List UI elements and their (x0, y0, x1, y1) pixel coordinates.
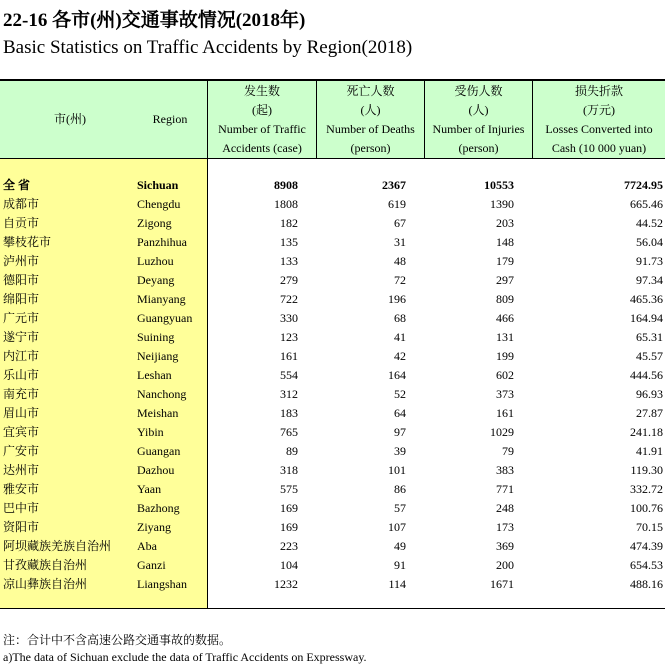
losses-value: 96.93 (636, 387, 663, 401)
deaths-value: 52 (394, 387, 406, 401)
region-name-en: Sichuan (137, 178, 179, 192)
region-name-cn: 德阳市 (3, 273, 40, 287)
injuries-value: 369 (496, 539, 514, 553)
injuries-value: 248 (496, 501, 514, 515)
injuries-value: 199 (496, 349, 514, 363)
losses-value: 488.16 (630, 577, 663, 591)
region-name-en: Yaan (137, 482, 162, 496)
injuries-value: 602 (496, 368, 514, 382)
accidents-value: 279 (280, 273, 298, 287)
accidents-value: 223 (280, 539, 298, 553)
injuries-value: 10553 (484, 178, 514, 192)
region-name-cn: 攀枝花市 (3, 235, 52, 249)
losses-value: 91.73 (636, 254, 663, 268)
region-name-cn: 泸州市 (3, 254, 40, 268)
header-losses: 损失折款 (万元) Losses Converted into Cash (10 000 yuan) (545, 84, 653, 155)
region-name-cn: 全 省 (3, 178, 31, 192)
deaths-value: 64 (394, 406, 406, 420)
table-row-total (0, 176, 665, 195)
losses-value: 45.57 (636, 349, 663, 363)
accidents-value: 123 (280, 330, 298, 344)
table-row (0, 309, 665, 328)
region-name-en: Meishan (137, 406, 179, 420)
table-row (0, 271, 665, 290)
losses-value: 241.18 (630, 425, 663, 439)
region-name-cn: 成都市 (3, 197, 40, 211)
losses-value: 65.31 (636, 330, 663, 344)
injuries-value: 1390 (490, 197, 514, 211)
region-name-en: Neijiang (137, 349, 179, 363)
region-name-en: Bazhong (137, 501, 180, 515)
header-injuries: 受伤人数 (人) Number of Injuries (person) (432, 84, 525, 155)
region-name-cn: 宜宾市 (3, 425, 40, 439)
injuries-value: 79 (502, 444, 514, 458)
region-name-cn: 达州市 (3, 463, 40, 477)
deaths-value: 196 (388, 292, 406, 306)
accidents-value: 554 (280, 368, 298, 382)
accidents-value: 765 (280, 425, 298, 439)
losses-value: 474.39 (630, 539, 663, 553)
region-name-cn: 眉山市 (3, 406, 40, 420)
losses-value: 465.36 (630, 292, 663, 306)
region-name-cn: 广元市 (3, 311, 40, 325)
table-row (0, 556, 665, 575)
table-title-cn: 22-16 各市(州)交通事故情况(2018年) (3, 10, 306, 31)
region-name-en: Liangshan (137, 577, 187, 591)
injuries-value: 373 (496, 387, 514, 401)
table-row (0, 537, 665, 556)
table-row (0, 328, 665, 347)
region-name-cn: 巴中市 (3, 501, 40, 515)
losses-value: 654.53 (630, 558, 663, 572)
deaths-value: 72 (394, 273, 406, 287)
region-name-cn: 绵阳市 (3, 292, 40, 306)
accidents-value: 722 (280, 292, 298, 306)
injuries-value: 203 (496, 216, 514, 230)
deaths-value: 49 (394, 539, 406, 553)
table-row (0, 404, 665, 423)
table-row (0, 461, 665, 480)
region-name-en: Ziyang (137, 520, 171, 534)
footnotes (3, 632, 367, 666)
deaths-value: 2367 (382, 178, 406, 192)
region-name-cn: 遂宁市 (3, 330, 40, 344)
region-name-en: Leshan (137, 368, 172, 382)
accidents-value: 1232 (274, 577, 298, 591)
accidents-value: 183 (280, 406, 298, 420)
injuries-value: 1029 (490, 425, 514, 439)
injuries-value: 383 (496, 463, 514, 477)
table-row (0, 366, 665, 385)
accidents-value: 133 (280, 254, 298, 268)
table-body (0, 176, 665, 594)
losses-value: 444.56 (630, 368, 663, 382)
deaths-value: 164 (388, 368, 406, 382)
accidents-value: 182 (280, 216, 298, 230)
deaths-value: 619 (388, 197, 406, 211)
table-row (0, 290, 665, 309)
losses-value: 27.87 (636, 406, 663, 420)
deaths-value: 68 (394, 311, 406, 325)
losses-value: 119.30 (630, 463, 663, 477)
region-name-en: Chengdu (137, 197, 181, 211)
injuries-value: 1671 (490, 577, 514, 591)
injuries-value: 809 (496, 292, 514, 306)
losses-value: 70.15 (636, 520, 663, 534)
losses-value: 56.04 (636, 235, 663, 249)
injuries-value: 131 (496, 330, 514, 344)
region-name-cn: 雅安市 (3, 482, 40, 496)
region-name-en: Zigong (137, 216, 172, 230)
region-name-en: Yibin (137, 425, 164, 439)
table-row (0, 195, 665, 214)
accidents-value: 312 (280, 387, 298, 401)
deaths-value: 57 (394, 501, 406, 515)
region-name-en: Aba (137, 539, 157, 553)
region-name-cn: 自贡市 (3, 216, 40, 230)
region-name-en: Guangyuan (137, 311, 193, 325)
injuries-value: 179 (496, 254, 514, 268)
accidents-value: 135 (280, 235, 298, 249)
region-name-en: Suining (137, 330, 175, 344)
region-name-cn: 阿坝藏族羌族自治州 (3, 539, 112, 553)
injuries-value: 173 (496, 520, 514, 534)
table-bottom-rule (0, 608, 665, 609)
header-deaths: 死亡人数 (人) Number of Deaths (person) (326, 84, 415, 155)
table-row (0, 347, 665, 366)
region-name-cn: 资阳市 (3, 520, 40, 534)
region-name-cn: 内江市 (3, 349, 40, 363)
deaths-value: 114 (388, 577, 406, 591)
header-accidents: 发生数 (起) Number of Traffic Accidents (case) (218, 84, 306, 155)
footnote-en: a)The data of Sichuan exclude the data of Traffic Accidents on Expressway. (3, 650, 367, 664)
deaths-value: 101 (388, 463, 406, 477)
injuries-value: 148 (496, 235, 514, 249)
table-row (0, 518, 665, 537)
table-title-en: Basic Statistics on Traffic Accidents by Region(2018) (3, 37, 413, 58)
deaths-value: 97 (394, 425, 406, 439)
injuries-value: 297 (496, 273, 514, 287)
table-row (0, 499, 665, 518)
accidents-value: 169 (280, 501, 298, 515)
deaths-value: 31 (394, 235, 406, 249)
losses-value: 97.34 (636, 273, 663, 287)
deaths-value: 91 (394, 558, 406, 572)
accidents-value: 89 (286, 444, 298, 458)
table-row (0, 214, 665, 233)
injuries-value: 161 (496, 406, 514, 420)
accidents-value: 169 (280, 520, 298, 534)
accidents-value: 161 (280, 349, 298, 363)
region-name-cn: 甘孜藏族自治州 (3, 558, 88, 572)
table-row (0, 233, 665, 252)
region-name-cn: 凉山彝族自治州 (3, 577, 88, 591)
deaths-value: 86 (394, 482, 406, 496)
region-name-cn: 南充市 (3, 387, 40, 401)
region-name-en: Guangan (137, 444, 181, 458)
region-name-en: Nanchong (137, 387, 187, 401)
losses-value: 164.94 (630, 311, 663, 325)
region-name-en: Ganzi (137, 558, 166, 572)
losses-value: 41.91 (636, 444, 663, 458)
injuries-value: 771 (496, 482, 514, 496)
table-row (0, 423, 665, 442)
accidents-value: 575 (280, 482, 298, 496)
accidents-value: 104 (280, 558, 298, 572)
table-row (0, 480, 665, 499)
region-name-en: Dazhou (137, 463, 175, 477)
table-row (0, 385, 665, 404)
deaths-value: 107 (388, 520, 406, 534)
losses-value: 665.46 (630, 197, 663, 211)
region-name-en: Panzhihua (137, 235, 187, 249)
losses-value: 100.76 (630, 501, 663, 515)
losses-value: 44.52 (636, 216, 663, 230)
accidents-value: 330 (280, 311, 298, 325)
region-name-en: Luzhou (137, 254, 174, 268)
injuries-value: 466 (496, 311, 514, 325)
region-name-cn: 广安市 (3, 444, 40, 458)
deaths-value: 39 (394, 444, 406, 458)
deaths-value: 41 (394, 330, 406, 344)
table-row (0, 575, 665, 594)
region-name-en: Deyang (137, 273, 175, 287)
table-row (0, 442, 665, 461)
deaths-value: 42 (394, 349, 406, 363)
accidents-value: 8908 (274, 178, 298, 192)
accidents-value: 318 (280, 463, 298, 477)
deaths-value: 67 (394, 216, 406, 230)
footnote-cn: 注：合计中不含高速公路交通事故的数据。 (3, 633, 232, 647)
losses-value: 332.72 (630, 482, 663, 496)
deaths-value: 48 (394, 254, 406, 268)
injuries-value: 200 (496, 558, 514, 572)
region-name-en: Mianyang (137, 292, 186, 306)
region-name-cn: 乐山市 (3, 368, 40, 382)
accidents-value: 1808 (274, 197, 298, 211)
header-region-en: Region (152, 112, 188, 126)
table-row (0, 252, 665, 271)
header-city-cn: 市(州) (54, 112, 86, 126)
losses-value: 7724.95 (624, 178, 663, 192)
